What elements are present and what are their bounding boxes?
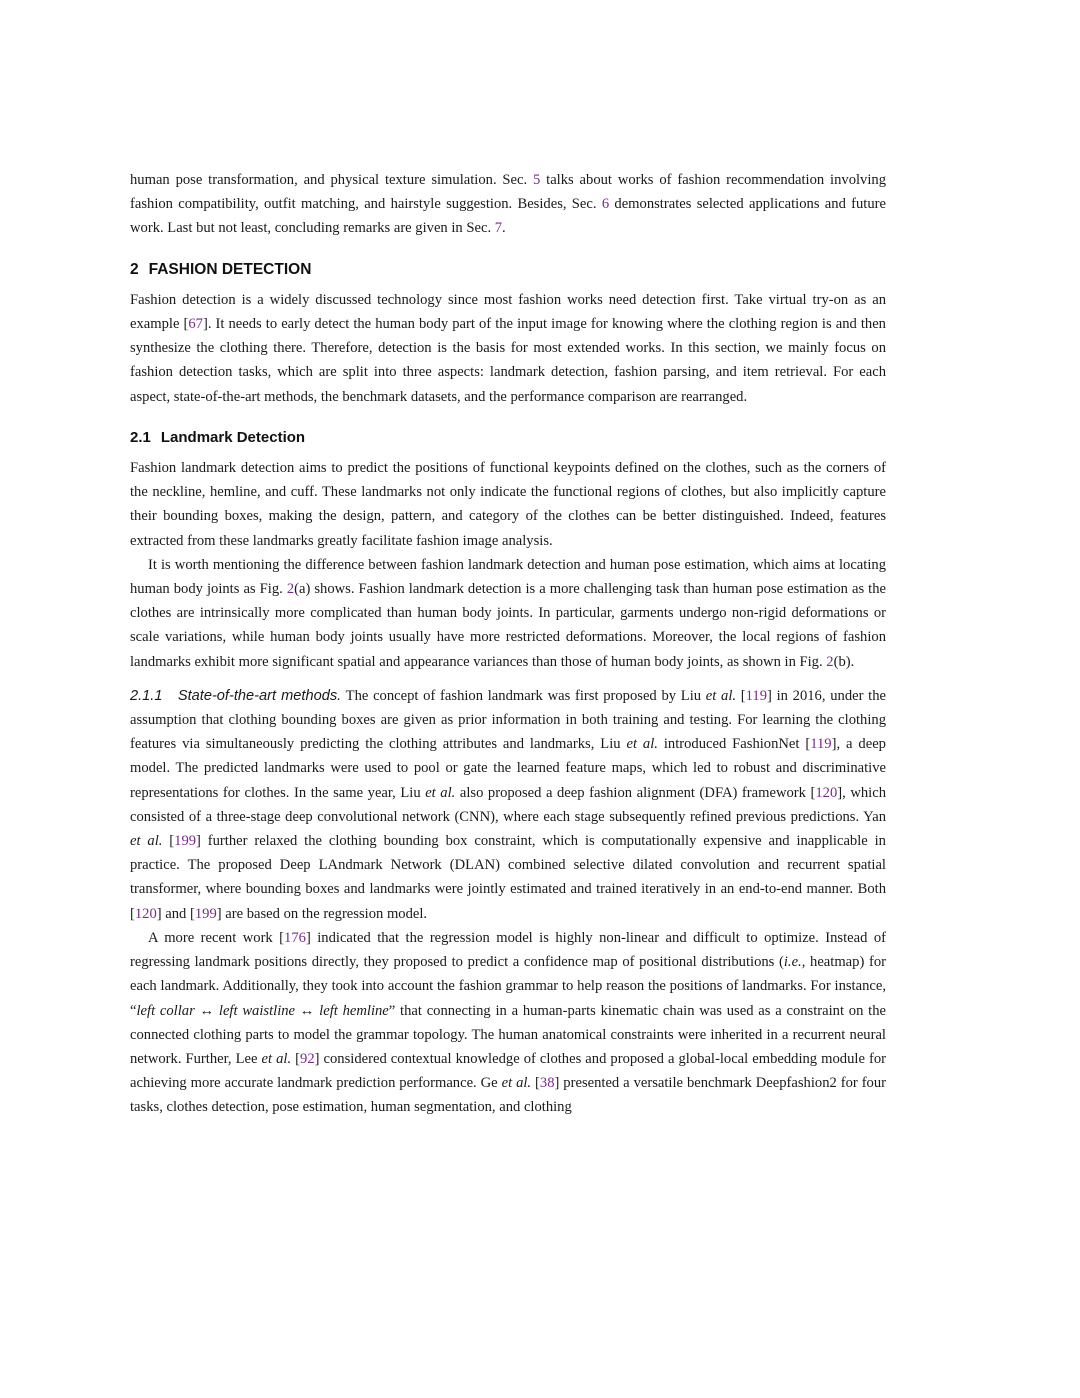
subsubsection-heading: 2.1.1 State-of-the-art methods. (130, 687, 342, 704)
citation-link[interactable]: 38 (539, 1075, 555, 1092)
citation-link[interactable]: 119 (810, 736, 832, 753)
citation-link[interactable]: 199 (174, 833, 197, 850)
subsection-number: 2.1 (130, 428, 151, 446)
section-heading (130, 258, 886, 282)
section-ref-link[interactable]: 6 (601, 196, 610, 213)
subsection-heading (130, 426, 886, 450)
figure-ref-link[interactable]: 2 (286, 581, 295, 598)
intro-paragraph: human pose transformation, and physical texture simulation. Sec. 5 talks about works of fashion recommendation involving fashion compatibility, outfit matching, and hairstyle suggestion. Besides, Sec. 6 demonstrates selected applications and future work. Last but not least, concluding remarks are given in Sec. 7. (130, 172, 886, 237)
citation-link[interactable]: 176 (284, 929, 306, 946)
figure-ref-link[interactable]: 2 (826, 653, 834, 670)
body-paragraph: Fashion detection is a widely discussed technology since most fashion works need detection first. Take virtual try-on as an example [67]. It needs to early detect the human body part of the input image for knowing where the clothing region is and then synthesize the clothing there. Therefore, detection is the basis for most extended works. In this section, we mainly focus on fashion detection tasks, which are split into three aspects: landmark detection, fashion parsing, and item retrieval. For each aspect, state-of-the-art methods, the benchmark datasets, and the performance comparison are rearranged. (130, 291, 886, 405)
paper-page (130, 168, 886, 1120)
section-title: FASHION DETECTION (148, 260, 312, 278)
citation-link[interactable]: 92 (300, 1050, 315, 1067)
body-paragraph: A more recent work [176] indicated that the regression model is highly non-linear and difficult to optimize. Instead of regressing landmark positions directly, they proposed to predict a confidence map of positional distributions (i.e., heatmap) for each landmark. Additionally, they took into account the fashion grammar to help reason the positions of landmarks. For instance, “left collar ↔ left waistline ↔ left hemline” that connecting in a human-parts kinematic chain was used as a constraint on the connected clothing parts to model the grammar topology. The human anatomical constraints were inherited in a recurrent neural network. Further, Lee et al. [92] considered contextual knowledge of clothes and proposed a global-local embedding module for achieving more accurate landmark prediction performance. Ge et al. [38] presented a versatile benchmark Deepfashion2 for four tasks, clothes detection, pose estimation, human segmentation, and clothing (130, 929, 887, 1116)
section-number: 2 (130, 260, 139, 278)
citation-link[interactable]: 199 (194, 905, 217, 922)
citation-link[interactable]: 119 (745, 687, 767, 704)
body-paragraph: Fashion landmark detection aims to predict the positions of functional keypoints defined on the clothes, such as the corners of the neckline, hemline, and cuff. These landmarks not only indicate the functional regions of clothes, but also implicitly capture their bounding boxes, making the design, pattern, and category of the clothes can be better distinguished. Indeed, features extracted from these landmarks greatly facilitate fashion image analysis. (130, 460, 886, 549)
citation-link[interactable]: 120 (134, 905, 157, 922)
citation-link[interactable]: 120 (815, 784, 838, 801)
body-paragraph: 2.1.1 State-of-the-art methods. The concept of fashion landmark was first proposed by Liu et al. [119] in 2016, under the assumption that clothing bounding boxes are given as prior information in both training and testing. For learning the clothing features via simultaneously predicting the clothing attributes and landmarks, Liu et al. introduced FashionNet [119], a deep model. The predicted landmarks were used to pool or gate the learned feature maps, which led to robust and discriminative representations for clothes. In the same year, Liu et al. also proposed a deep fashion alignment (DFA) framework [120], which consisted of a three-stage deep convolutional network (CNN), where each stage subsequently refined previous predictions. Yan et al. [199] further relaxed the clothing bounding box constraint, which is computationally expensive and inapplicable in practice. The proposed Deep LAndmark Network (DLAN) combined selective dilated convolution and recurrent spatial transformer, where bounding boxes and landmarks were jointly estimated and trained iteratively in an end-to-end manner. Both [120] and [199] are based on the regression model. (130, 687, 887, 922)
subsection-title: Landmark Detection (160, 428, 306, 446)
citation-link[interactable]: 67 (188, 316, 203, 333)
section-ref-link[interactable]: 5 (533, 172, 541, 188)
body-paragraph: It is worth mentioning the difference between fashion landmark detection and human pose estimation, which aims at locating human body joints as Fig. 2(a) shows. Fashion landmark detection is a more challenging task than human pose estimation as the clothes are intrinsically more complicated than human body joints. In particular, garments undergo non-rigid deformations or scale variations, while human body joints usually have more restricted deformations. Moreover, the local regions of fashion landmarks exhibit more significant spatial and appearance variances than those of human body joints, as shown in Fig. 2(b). (130, 556, 887, 670)
section-ref-link[interactable]: 7 (494, 220, 503, 237)
